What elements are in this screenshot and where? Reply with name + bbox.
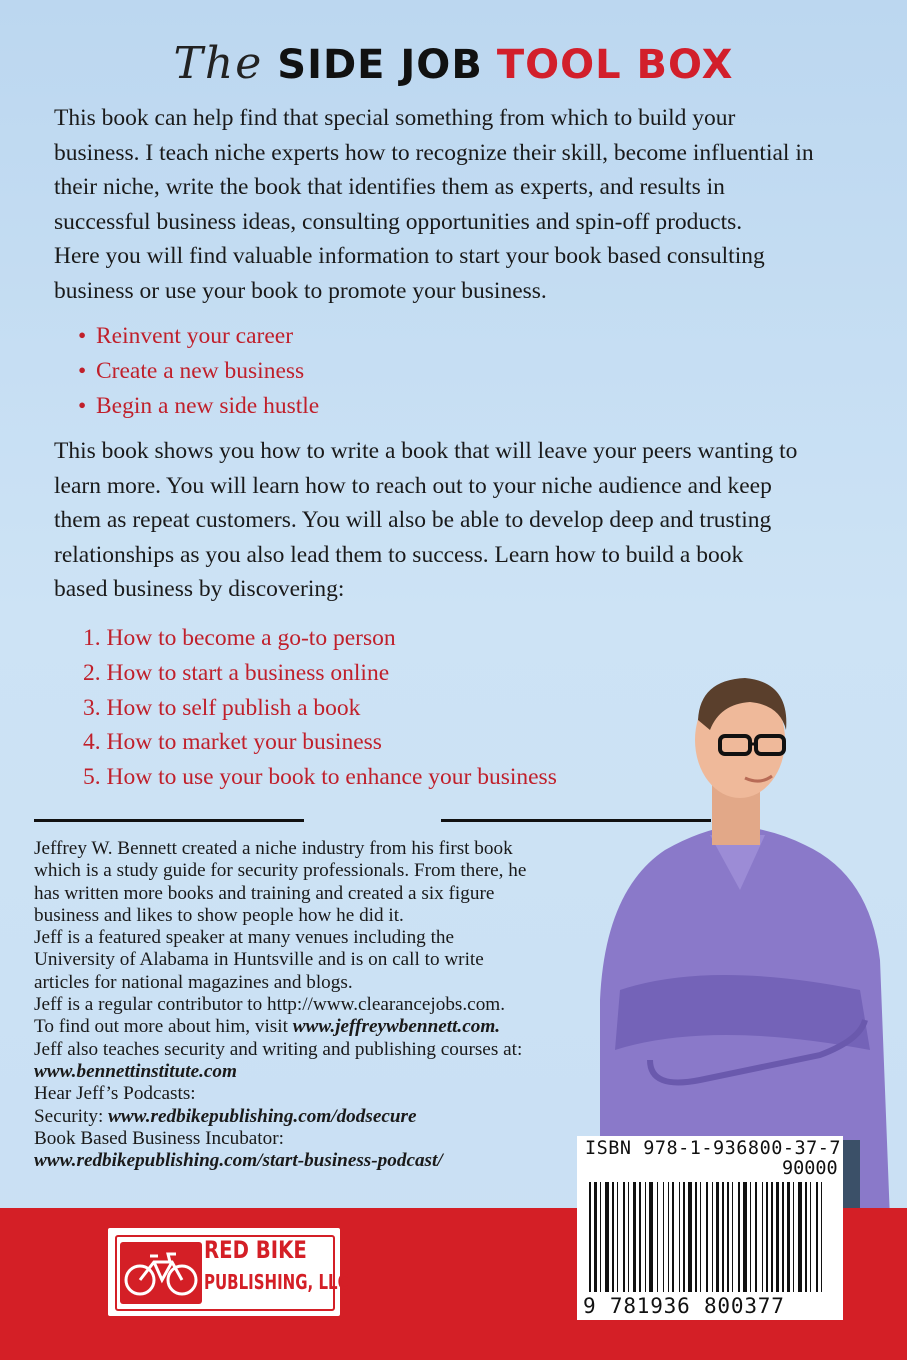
bio-text: Security: xyxy=(34,1105,109,1127)
body-line: This book shows you how to write a book that will leave your peers wanting to xyxy=(54,438,798,464)
intro-line: Here you will find valuable information to start your book based consulting xyxy=(54,243,765,270)
list-item: 2. How to start a business online xyxy=(83,659,390,686)
bio-line: articles for national magazines and blogs. xyxy=(34,971,353,993)
website-link[interactable]: www.jeffreywbennett.com. xyxy=(292,1016,501,1038)
divider-left xyxy=(34,819,304,822)
bicycle-icon xyxy=(120,1242,202,1304)
title-side-job: SIDE JOB xyxy=(277,42,483,88)
isbn-barcode xyxy=(577,1136,843,1320)
body-line: relationships as you also lead them to success. Learn how to build a book xyxy=(54,541,744,568)
body-line: them as repeat customers. You will also be able to develop deep and trusting xyxy=(54,507,772,534)
bio-line: Jeffrey W. Bennett created a niche industry from his first book xyxy=(34,838,513,859)
body-line: based business by discovering: xyxy=(54,576,345,603)
bio-line: Hear Jeff’s Podcasts: xyxy=(34,1083,196,1105)
benefits-list xyxy=(78,319,319,423)
institute-link[interactable]: www.bennettinstitute.com xyxy=(34,1060,237,1082)
title-tool-box: TOOL BOX xyxy=(496,42,734,88)
bio-line: Jeff also teaches security and writing and publishing courses at: xyxy=(34,1038,523,1060)
publisher-logo xyxy=(108,1228,349,1316)
intro-line: their niche, write the book that identifies them as experts, and results in xyxy=(54,174,725,201)
list-item: • Reinvent your career xyxy=(78,319,319,354)
security-podcast-link[interactable]: www.redbikepublishing.com/dodsecure xyxy=(108,1105,417,1127)
bio-line: business and likes to show people how he did it. xyxy=(34,904,404,926)
bio-line: has written more books and training and created a six figure xyxy=(34,882,495,904)
intro-line: business or use your book to promote your business. xyxy=(54,277,547,304)
author-bio xyxy=(34,838,634,1172)
publisher-name: RED BIKE xyxy=(204,1236,307,1264)
title-the: The xyxy=(173,38,264,89)
bio-line xyxy=(34,1150,634,1172)
intro-line: business. I teach niche experts how to recognize their skill, become influential in xyxy=(54,139,814,166)
barcode-bars xyxy=(577,1136,843,1320)
intro-line: successful business ideas, consulting opportunities and spin-off products. xyxy=(54,208,743,235)
price-code: 90000 xyxy=(782,1158,838,1179)
barcode-digits: 9 781936 800377 xyxy=(583,1294,785,1318)
list-item: 1. How to become a go-to person xyxy=(83,625,396,651)
list-item: 3. How to self publish a book xyxy=(83,694,361,721)
bio-line xyxy=(34,1061,634,1083)
intro-paragraph xyxy=(54,101,884,309)
body-line: learn more. You will learn how to reach out to your niche audience and keep xyxy=(54,472,772,499)
business-podcast-link[interactable]: www.redbikepublishing.com/start-business-podcast/ xyxy=(34,1150,443,1172)
body-paragraph xyxy=(54,434,884,607)
list-item: • Begin a new side hustle xyxy=(78,389,319,424)
bio-line: Jeff is a regular contributor to http://www.clearancejobs.com. xyxy=(34,994,506,1016)
bio-line: University of Alabama in Huntsville and is on call to write xyxy=(34,949,484,971)
bio-text: To find out more about him, visit xyxy=(34,1016,293,1038)
bio-line: Jeff is a featured speaker at many venues including the xyxy=(34,927,455,949)
book-title xyxy=(0,38,907,89)
bio-line: Book Based Business Incubator: xyxy=(34,1127,284,1149)
list-item: 4. How to market your business xyxy=(83,729,382,756)
intro-line: This book can help find that special something from which to build your xyxy=(54,105,736,131)
publisher-suffix: PUBLISHING, LLC xyxy=(204,1270,349,1294)
bio-line xyxy=(34,1106,634,1128)
list-item: • Create a new business xyxy=(78,354,319,389)
list-item: 5. How to use your book to enhance your business xyxy=(83,764,557,791)
isbn-number: ISBN 978-1-936800-37-7 xyxy=(585,1138,842,1159)
bio-line: which is a study guide for security professionals. From there, he xyxy=(34,860,527,882)
bio-line xyxy=(34,1016,634,1038)
discovery-list xyxy=(83,621,557,795)
